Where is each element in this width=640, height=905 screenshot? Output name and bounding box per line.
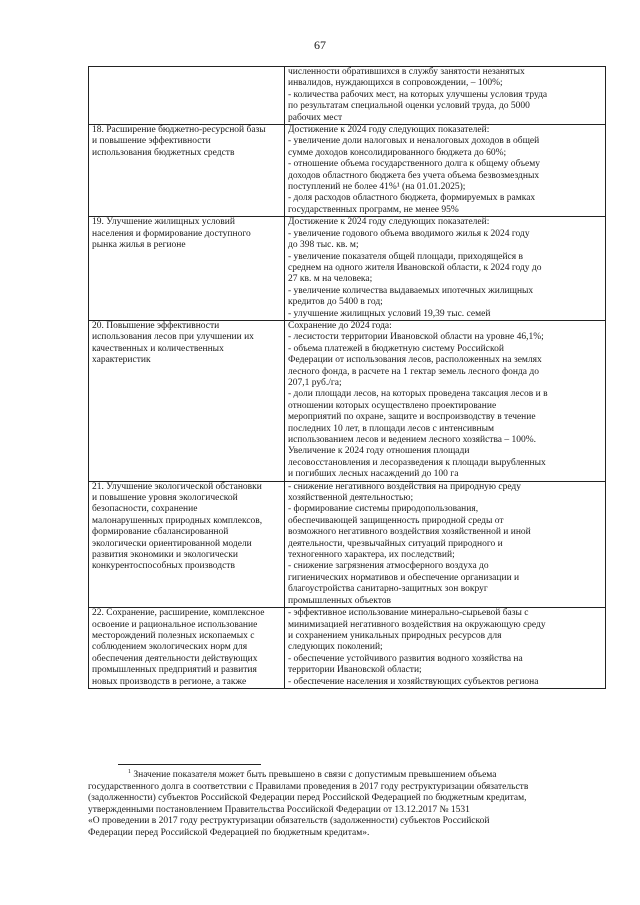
goal-cell-line: и повышение уровня экологической — [92, 493, 238, 504]
result-cell-line: благоустройства санитарно-защитных зон вокруг — [288, 584, 488, 595]
result-cell-line: - обеспечение населения и хозяйствующих субъектов региона — [288, 676, 539, 687]
goal-cell-line: 22. Сохранение, расширение, комплексное — [92, 608, 265, 619]
result-cell-line: поступлений не более 41%¹ (на 01.01.2025); — [288, 182, 466, 193]
footnote-line: утвержденными постановлением Правительства Российской Федерации от 13.12.2017 № 1531 — [88, 804, 470, 815]
result-cell-line: по результатам специальной оценки условий труда, до 5000 — [288, 101, 530, 112]
result-cell-line: хозяйственной деятельностью; — [288, 493, 414, 504]
goal-cell-line: 21. Улучшение экологической обстановки — [92, 481, 262, 492]
goal-cell — [89, 608, 285, 689]
footnote-line: государственного долга в соответствии с Правилами проведения в 2017 году реструктуризации обязательств — [88, 781, 529, 792]
result-cell-line: отношении которых осуществлено проектирование — [288, 400, 497, 411]
result-cell-line: - увеличение доли налоговых и неналоговых доходов в общей — [288, 136, 540, 147]
goal-cell — [89, 125, 285, 217]
result-cell-line: возможного негативного воздействия хозяйственной и иной — [288, 527, 531, 538]
goal-cell-line: освоение и рациональное использование — [92, 619, 258, 630]
result-cell-line: инвалидов, нуждающихся в сопровождении, – 100%; — [288, 78, 503, 89]
result-cell-line: - отношение объема государственного долга к общему объему — [288, 159, 541, 170]
result-cell-line: последних 10 лет, в площади лесов с интенсивным — [288, 423, 495, 434]
footnote-line: «О проведении в 2017 году реструктуризации обязательств (задолженности) субъектов Российской — [88, 816, 490, 827]
result-cell-line: и сохранением уникальных природных ресурсов для — [288, 630, 502, 641]
goal-cell-line: населения и формирование доступного — [92, 228, 251, 239]
table-row — [89, 320, 606, 481]
result-cell-line: - увеличение показателя общей площади, приходящейся в — [288, 251, 524, 262]
result-cell-line: сумме доходов консолидированного бюджета до 60%; — [288, 147, 507, 158]
goal-cell-line: и повышение эффективности — [92, 136, 211, 147]
result-cell-line: - количества рабочих мест, на которых улучшены условия труда — [288, 89, 548, 100]
result-cell — [285, 217, 606, 321]
goal-cell-line: использования бюджетных средств — [92, 147, 235, 158]
footnote-line: Федерации перед Российской Федерацией по бюджетным кредитам». — [88, 827, 370, 838]
goal-cell-line: 18. Расширение бюджетно-ресурсной базы — [92, 125, 266, 136]
result-cell-line: среднем на одного жителя Ивановской области, к 2024 году до — [288, 262, 542, 273]
result-cell-line: Достижение к 2024 году следующих показателей: — [288, 125, 490, 136]
result-cell-line: - доли площади лесов, на которых проведена таксация лесов и в — [288, 389, 548, 400]
result-cell-line: лесовосстановления и лесоразведения к площади вырубленных — [288, 457, 546, 468]
result-cell — [285, 125, 606, 217]
footnote-lines — [88, 782, 605, 840]
footnote — [88, 770, 605, 840]
result-cell — [285, 481, 606, 607]
goal-cell — [89, 67, 285, 125]
result-cell — [285, 608, 606, 689]
goal-cell-line: характеристик — [92, 355, 151, 366]
footnote-line: (задолженности) субъектов Российской Федерации перед Российской Федерацией по бюджетным кредитам, — [88, 793, 527, 804]
result-cell-line: численности обратившихся в службу занятости незанятых — [288, 67, 525, 77]
result-cell-line: Увеличение к 2024 году отношения площади — [288, 446, 470, 457]
result-cell-line: использованием лесов и ведением лесного хозяйства – 100%. — [288, 435, 537, 445]
result-cell-line: следующих поколений; — [288, 642, 383, 653]
goal-cell-line: 20. Повышение эффективности — [92, 320, 220, 331]
result-cell — [285, 320, 606, 481]
result-cell-line: лесного фонда, в расчете на 1 гектар земель лесного фонда до — [288, 366, 539, 377]
goal-cell-line: формирование сбалансированной — [92, 527, 229, 538]
result-cell-line: рабочих мест — [288, 112, 343, 123]
goal-cell-line: соблюдением экологических норм для — [92, 642, 248, 653]
result-cell-line: - обеспечение устойчивого развития водного хозяйства на — [288, 653, 523, 664]
result-cell-line: 27 кв. м на человека; — [288, 274, 373, 285]
goals-table — [88, 66, 606, 689]
result-cell-line: 207,1 руб./га; — [288, 377, 342, 388]
goal-cell-line: развития экономики и экологически — [92, 550, 238, 561]
result-cell — [285, 67, 606, 125]
goal-cell — [89, 481, 285, 607]
goal-cell-line: качественных и количественных — [92, 343, 224, 354]
goal-cell-line: использования лесов при улучшении их — [92, 332, 254, 343]
footnote-first-line — [88, 770, 605, 782]
result-cell-line: - увеличение количества выдаваемых ипотечных жилищных — [288, 285, 534, 296]
result-cell-line: территории Ивановской области; — [288, 665, 422, 676]
goal-cell-line: 19. Улучшение жилищных условий — [92, 217, 235, 228]
result-cell-line: - объема платежей в бюджетную систему Российской — [288, 343, 504, 354]
result-cell-line: минимизацией негативного воздействия на окружающую среду — [288, 619, 546, 630]
goal-cell — [89, 320, 285, 481]
goal-cell-line: малонарушенных природных комплексов, — [92, 515, 263, 526]
table-row — [89, 608, 606, 689]
result-cell-line: - эффективное использование минерально-сырьевой базы с — [288, 608, 529, 619]
goal-cell-line: месторождений полезных ископаемых с — [92, 630, 255, 641]
goal-cell — [89, 217, 285, 321]
table-row — [89, 217, 606, 321]
result-cell-line: до 398 тыс. кв. м; — [288, 240, 359, 251]
goal-cell-line: рынка жилья в регионе — [92, 240, 186, 251]
goal-cell-line: обеспечения деятельности действующих — [92, 653, 258, 664]
result-cell-line: - лесистости территории Ивановской области на уровне 46,1%; — [288, 332, 544, 343]
result-cell-line: - формирование системы природопользования, — [288, 504, 479, 515]
footnote-first-text: Значение показателя может быть превышено в связи с допустимым превышением объема — [133, 770, 497, 780]
result-cell-line: промышленных объектов — [288, 595, 391, 606]
result-cell-line: - снижение загрязнения атмосферного воздуха до — [288, 561, 489, 572]
result-cell-line: - увеличение годового объема вводимого жилья к 2024 году — [288, 228, 530, 239]
result-cell-line: Достижение к 2024 году следующих показателей: — [288, 217, 490, 228]
goal-cell-line: безопасности, сохранение — [92, 504, 198, 515]
result-cell-line: - снижение негативного воздействия на природную среду — [288, 481, 522, 492]
result-cell-line: - улучшение жилищных условий 19,39 тыс. семей — [288, 308, 491, 319]
table-row — [89, 481, 606, 607]
result-cell-line: обеспечивающей защищенность природной среды от — [288, 515, 504, 526]
goal-cell-line: экологически ориентированной модели — [92, 538, 252, 549]
result-cell-line: Федерации от использования лесов, расположенных на землях — [288, 355, 542, 366]
table-row — [89, 125, 606, 217]
goal-cell-line: конкурентоспособных производств — [92, 561, 235, 572]
result-cell-line: доходов областного бюджета без учета объема безвозмездных — [288, 170, 540, 181]
page-number: 67 — [314, 38, 326, 52]
result-cell-line: и погибших лесных насаждений до 100 га — [288, 469, 459, 480]
result-cell-line: гигиенических нормативов и обеспечение организации и — [288, 572, 520, 583]
footnote-separator — [118, 764, 261, 765]
result-cell-line: техногенного характера, их последствий; — [288, 550, 455, 561]
goals-table-body — [89, 67, 606, 689]
goal-cell-line: новых производств в регионе, а также — [92, 676, 247, 687]
result-cell-line: деятельности, чрезвычайных ситуаций природного и — [288, 538, 503, 549]
footnote-marker: 1 — [128, 768, 131, 775]
table-row — [89, 67, 606, 125]
result-cell-line: - доля расходов областного бюджета, формируемых в рамках — [288, 193, 536, 204]
result-cell-line: мероприятий по охране, защите и воспроизводству в течение — [288, 412, 536, 423]
goal-cell-line: промышленных предприятий и развития — [92, 665, 257, 676]
result-cell-line: государственных программ, не менее 95% — [288, 204, 459, 215]
result-cell-line: Сохранение до 2024 года: — [288, 320, 392, 331]
result-cell-line: кредитов до 5400 в год; — [288, 297, 383, 308]
